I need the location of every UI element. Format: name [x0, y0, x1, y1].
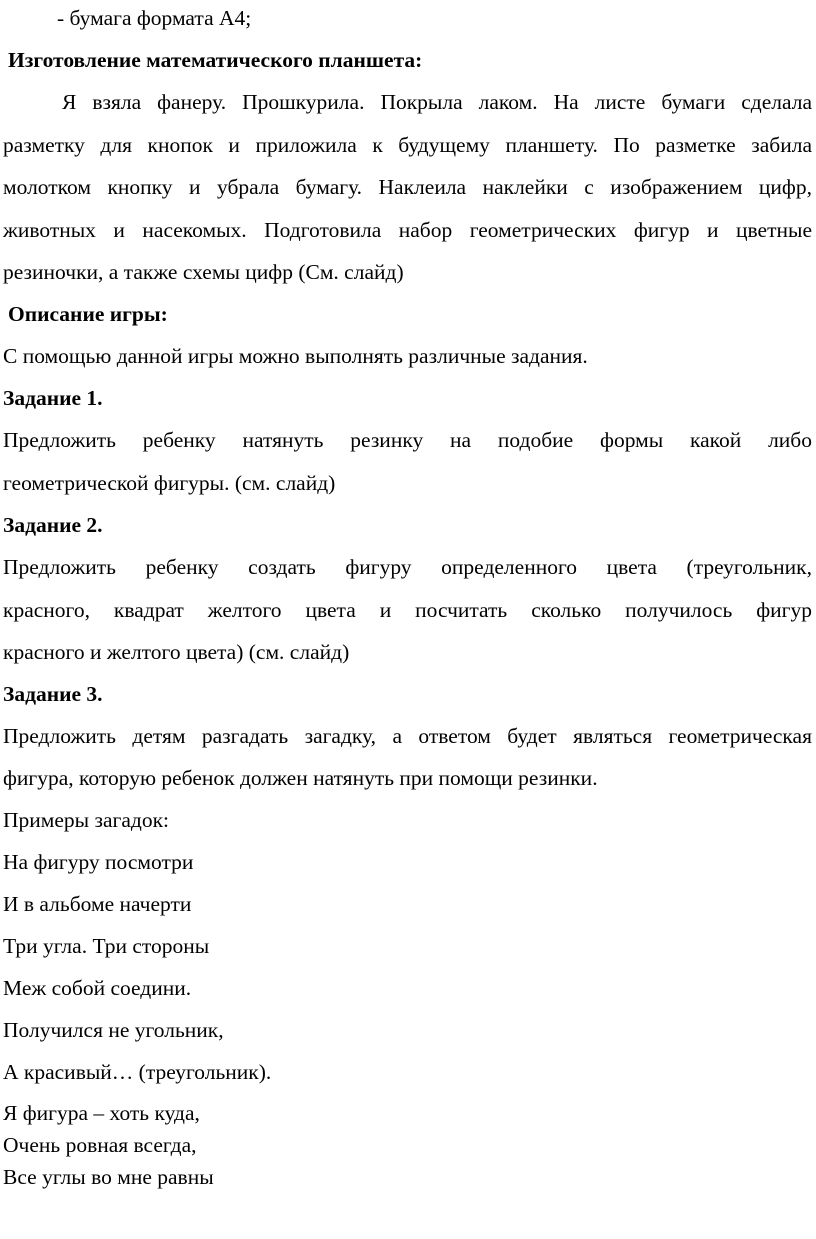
- riddle-2-line: Я фигура – хоть куда,: [3, 1101, 200, 1125]
- task-2-text-line: красного и желтого цвета) (см. слайд): [3, 640, 350, 664]
- riddle-2-line: Все углы во мне равны: [3, 1165, 214, 1189]
- task-1-text-line: геометрической фигуры. (см. слайд): [3, 471, 336, 495]
- making-paragraph-line: животных и насекомых. Подготовила набор геометрических фигур и цветные: [3, 218, 812, 242]
- task-2-text-line: Предложить ребенку создать фигуру определенного цвета (треугольник,: [3, 555, 812, 579]
- riddle-1-line: И в альбоме начерти: [3, 892, 192, 916]
- riddles-label: Примеры загадок:: [3, 808, 170, 832]
- making-paragraph-line: резиночки, а также схемы цифр (См. слайд): [3, 260, 404, 284]
- task-3-heading: Задание 3.: [3, 682, 103, 706]
- task-1-text-line: Предложить ребенку натянуть резинку на подобие формы какой либо: [3, 428, 812, 452]
- riddle-1-line: Меж собой соедини.: [3, 976, 192, 1000]
- making-paragraph-line: разметку для кнопок и приложила к будущему планшету. По разметке забила: [3, 133, 812, 157]
- riddle-1-line: А красивый… (треугольник).: [3, 1060, 272, 1084]
- riddle-1-line: На фигуру посмотри: [3, 850, 194, 874]
- riddle-1-line: Три угла. Три стороны: [3, 934, 210, 958]
- task-2-heading: Задание 2.: [3, 513, 103, 537]
- game-heading: Описание игры:: [8, 302, 168, 326]
- making-heading: Изготовление математического планшета:: [8, 48, 423, 72]
- making-paragraph-line: молотком кнопку и убрала бумагу. Наклеила наклейки с изображением цифр,: [3, 175, 812, 199]
- task-2-text-line: красного, квадрат желтого цвета и посчитать сколько получилось фигур: [3, 598, 812, 622]
- riddle-2-line: Очень ровная всегда,: [3, 1133, 197, 1157]
- task-1-heading: Задание 1.: [3, 386, 103, 410]
- game-intro: С помощью данной игры можно выполнять различные задания.: [3, 344, 588, 368]
- making-paragraph-line: Я взяла фанеру. Прошкурила. Покрыла лаком. На листе бумаги сделала: [62, 90, 812, 114]
- riddle-1-line: Получился не угольник,: [3, 1018, 224, 1042]
- materials-item: - бумага формата А4;: [57, 6, 252, 30]
- task-3-text-line: фигура, которую ребенок должен натянуть при помощи резинки.: [3, 766, 598, 790]
- task-3-text-line: Предложить детям разгадать загадку, а ответом будет являться геометрическая: [3, 724, 812, 748]
